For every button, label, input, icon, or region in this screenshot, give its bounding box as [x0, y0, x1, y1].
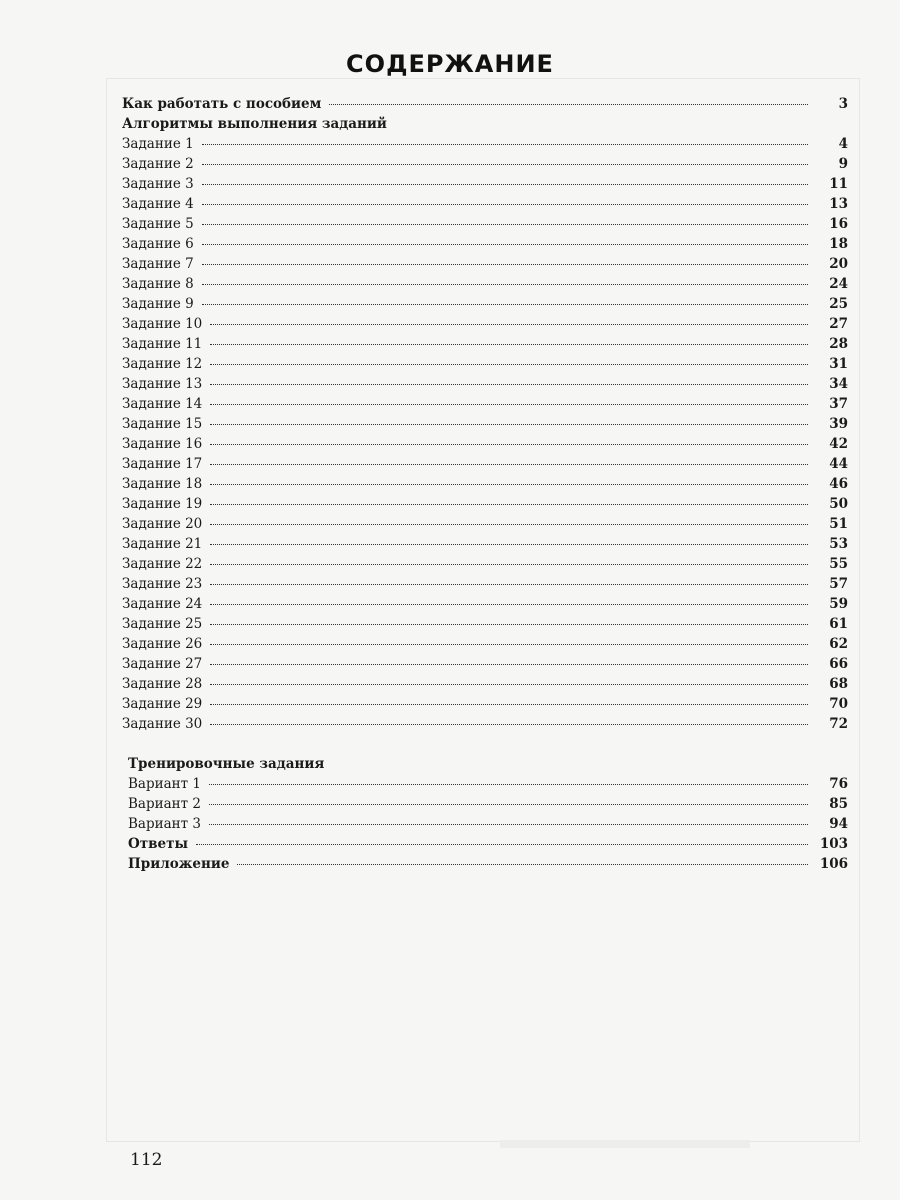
toc-entry-variant[interactable] — [128, 774, 848, 794]
leader-dots — [237, 864, 808, 865]
toc-entry-page: 66 — [829, 656, 848, 672]
leader-dots — [210, 424, 808, 425]
toc-entry-page: 4 — [838, 136, 848, 152]
toc-entry-label: Задание 5 — [122, 216, 194, 232]
toc-entry-label: Задание 9 — [122, 296, 194, 312]
toc-entry-page: 18 — [829, 236, 848, 252]
toc-entry-label: Задание 28 — [122, 676, 203, 692]
leader-dots — [210, 684, 808, 685]
toc-entry-task[interactable] — [122, 394, 848, 414]
toc-entry-label: Вариант 1 — [128, 776, 202, 792]
leader-dots — [202, 164, 808, 165]
toc-entry-page: 72 — [829, 716, 848, 732]
leader-dots — [210, 704, 808, 705]
toc-entry-variant[interactable] — [128, 814, 848, 834]
toc-entry-page: 34 — [829, 376, 848, 392]
toc-entry-variant[interactable] — [128, 794, 848, 814]
toc-entry-page: 44 — [829, 456, 848, 472]
toc-entry-label: Задание 22 — [122, 556, 203, 572]
toc-entry-label: Задание 27 — [122, 656, 203, 672]
leader-dots — [210, 644, 808, 645]
toc-entry-label: Задание 29 — [122, 696, 203, 712]
toc-entry-page: 53 — [829, 536, 848, 552]
toc-entry-task[interactable] — [122, 654, 848, 674]
toc-entry-page: 24 — [829, 276, 848, 292]
toc-entry-page: 11 — [829, 176, 848, 192]
page-number: 112 — [130, 1150, 163, 1170]
toc-entry-task[interactable] — [122, 214, 848, 234]
toc-entry-task[interactable] — [122, 714, 848, 734]
toc-entry-page: 85 — [829, 796, 848, 812]
leader-dots — [210, 364, 808, 365]
toc-entry-task[interactable] — [122, 194, 848, 214]
toc-entry-task[interactable] — [122, 254, 848, 274]
toc-entry-task[interactable] — [122, 634, 848, 654]
toc-entry-task[interactable] — [122, 274, 848, 294]
leader-dots — [202, 184, 808, 185]
toc-entry-task[interactable] — [122, 594, 848, 614]
toc-entry-page: 25 — [829, 296, 848, 312]
toc-entry-page: 20 — [829, 256, 848, 272]
toc-entry-page: 28 — [829, 336, 848, 352]
toc-entry-page: 13 — [829, 196, 848, 212]
toc-entry-page: 94 — [829, 816, 848, 832]
leader-dots — [202, 224, 808, 225]
toc-entry-label: Задание 21 — [122, 536, 203, 552]
toc-entry-task[interactable] — [122, 314, 848, 334]
toc-entry-label: Задание 26 — [122, 636, 203, 652]
leader-dots — [196, 844, 808, 845]
toc-entry-answers[interactable] — [122, 834, 848, 854]
toc-entry-task[interactable] — [122, 374, 848, 394]
toc-entry-page: 31 — [829, 356, 848, 372]
toc-entry-task[interactable] — [122, 334, 848, 354]
toc-entry-task[interactable] — [122, 174, 848, 194]
leader-dots — [210, 404, 808, 405]
toc-entry-label: Задание 4 — [122, 196, 194, 212]
toc-entry-label: Задание 23 — [122, 576, 203, 592]
toc-entry-task[interactable] — [122, 554, 848, 574]
toc-entry-task[interactable] — [122, 614, 848, 634]
toc-entry-label: Приложение — [128, 856, 230, 872]
toc-entry-label: Задание 18 — [122, 476, 203, 492]
toc-entry-page: 68 — [829, 676, 848, 692]
toc-entry-label: Вариант 2 — [128, 796, 202, 812]
toc-entry-label: Ответы — [128, 836, 188, 852]
toc-entry-page: 70 — [829, 696, 848, 712]
toc-entry-page: 103 — [819, 836, 848, 852]
toc-entry-page: 9 — [838, 156, 848, 172]
toc-entry-page: 27 — [829, 316, 848, 332]
toc-entry-intro[interactable] — [122, 94, 848, 114]
toc-entry-task[interactable] — [122, 674, 848, 694]
toc-entry-task[interactable] — [122, 494, 848, 514]
toc-entry-task[interactable] — [122, 434, 848, 454]
toc-entry-label: Как работать с пособием — [122, 96, 322, 112]
toc-entry-task[interactable] — [122, 354, 848, 374]
leader-dots — [202, 264, 808, 265]
toc-entry-task[interactable] — [122, 414, 848, 434]
toc-entry-label: Задание 1 — [122, 136, 194, 152]
leader-dots — [210, 664, 808, 665]
toc-entry-label: Задание 17 — [122, 456, 203, 472]
leader-dots — [209, 804, 808, 805]
toc-entry-page: 59 — [829, 596, 848, 612]
toc-entry-page: 61 — [829, 616, 848, 632]
toc-entry-page: 76 — [829, 776, 848, 792]
toc-entry-label: Задание 10 — [122, 316, 203, 332]
toc-entry-label: Задание 15 — [122, 416, 203, 432]
leader-dots — [210, 344, 808, 345]
section-heading-algorithms: Алгоритмы выполнения заданий — [122, 116, 387, 132]
toc-entry-label: Задание 11 — [122, 336, 203, 352]
toc-entry-page: 46 — [829, 476, 848, 492]
toc-entry-page: 42 — [829, 436, 848, 452]
leader-dots — [210, 564, 808, 565]
toc-entry-task[interactable] — [122, 514, 848, 534]
toc-entry-label: Задание 24 — [122, 596, 203, 612]
variants-list — [122, 774, 848, 834]
toc-entry-page: 39 — [829, 416, 848, 432]
leader-dots — [210, 384, 808, 385]
leader-dots — [209, 784, 808, 785]
toc-entry-page: 3 — [838, 96, 848, 112]
toc-entry-page: 50 — [829, 496, 848, 512]
toc-entry-label: Задание 19 — [122, 496, 203, 512]
leader-dots — [210, 504, 808, 505]
toc-entry-task[interactable] — [122, 474, 848, 494]
leader-dots — [202, 144, 808, 145]
leader-dots — [210, 464, 808, 465]
toc-entry-label: Задание 16 — [122, 436, 203, 452]
toc-entry-task[interactable] — [122, 154, 848, 174]
tasks-list — [122, 134, 848, 734]
leader-dots — [210, 624, 808, 625]
toc-entry-page: 51 — [829, 516, 848, 532]
toc-entry-label: Задание 3 — [122, 176, 194, 192]
toc-entry-label: Вариант 3 — [128, 816, 202, 832]
toc-entry-label: Задание 30 — [122, 716, 203, 732]
leader-dots — [329, 104, 808, 105]
toc-entry-label: Задание 14 — [122, 396, 203, 412]
toc-entry-appendix[interactable] — [122, 854, 848, 874]
table-of-contents — [122, 94, 848, 874]
leader-dots — [202, 284, 808, 285]
toc-entry-page: 37 — [829, 396, 848, 412]
page-title: СОДЕРЖАНИЕ — [346, 50, 554, 78]
toc-entry-page: 106 — [819, 856, 848, 872]
toc-entry-task[interactable] — [122, 134, 848, 154]
toc-entry-task[interactable] — [122, 694, 848, 714]
toc-entry-label: Задание 12 — [122, 356, 203, 372]
toc-entry-page: 62 — [829, 636, 848, 652]
toc-entry-label: Задание 25 — [122, 616, 203, 632]
leader-dots — [202, 244, 808, 245]
leader-dots — [210, 584, 808, 585]
leader-dots — [210, 524, 808, 525]
leader-dots — [209, 824, 808, 825]
toc-entry-task[interactable] — [122, 454, 848, 474]
leader-dots — [210, 724, 808, 725]
bleed-through-mark — [500, 1140, 750, 1148]
leader-dots — [210, 324, 808, 325]
leader-dots — [210, 544, 808, 545]
leader-dots — [202, 204, 808, 205]
toc-entry-task[interactable] — [122, 574, 848, 594]
leader-dots — [210, 484, 808, 485]
toc-entry-label: Задание 6 — [122, 236, 194, 252]
leader-dots — [210, 444, 808, 445]
toc-entry-task[interactable] — [122, 294, 848, 314]
toc-entry-page: 57 — [829, 576, 848, 592]
toc-entry-label: Задание 20 — [122, 516, 203, 532]
section-heading-training: Тренировочные задания — [128, 756, 325, 772]
toc-entry-label: Задание 8 — [122, 276, 194, 292]
toc-entry-label: Задание 2 — [122, 156, 194, 172]
toc-entry-task[interactable] — [122, 534, 848, 554]
toc-entry-page: 16 — [829, 216, 848, 232]
leader-dots — [202, 304, 808, 305]
toc-entry-label: Задание 7 — [122, 256, 194, 272]
leader-dots — [210, 604, 808, 605]
toc-entry-task[interactable] — [122, 234, 848, 254]
toc-entry-page: 55 — [829, 556, 848, 572]
toc-entry-label: Задание 13 — [122, 376, 203, 392]
